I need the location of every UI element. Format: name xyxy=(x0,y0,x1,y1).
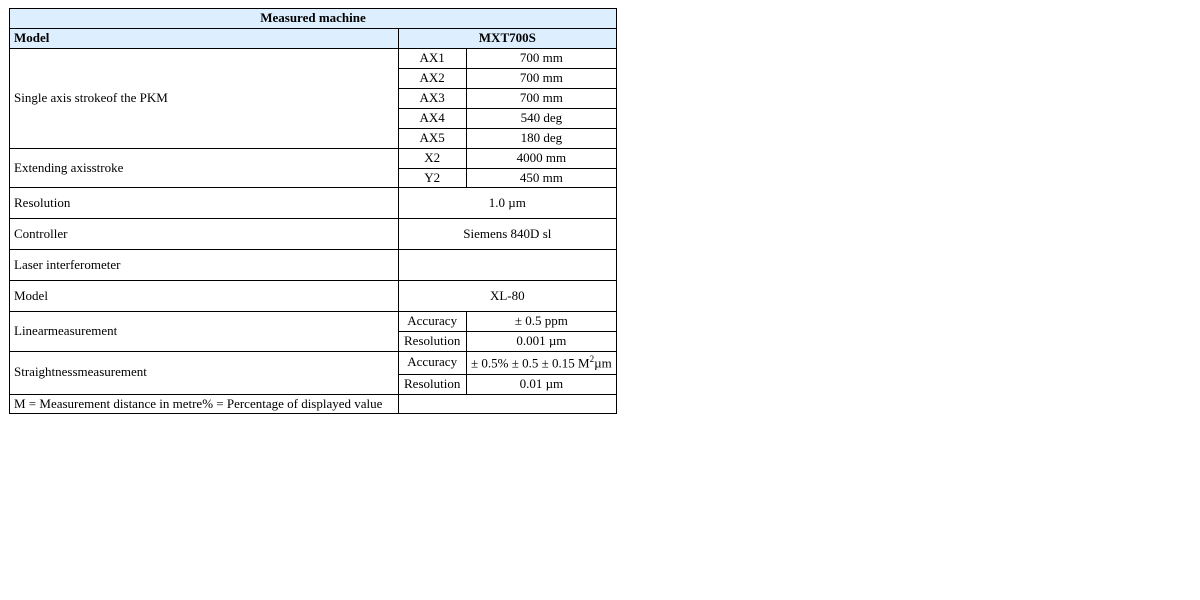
accuracy-value-exponent: 2 xyxy=(589,354,595,365)
model-label: Model xyxy=(10,28,399,48)
param-name: Accuracy xyxy=(398,312,466,332)
laser-model-value: XL-80 xyxy=(398,281,616,312)
table-row xyxy=(10,219,617,250)
axis-value: 540 deg xyxy=(466,108,616,128)
axis-value: 700 mm xyxy=(466,68,616,88)
param-value: 0.01 µm xyxy=(466,374,616,394)
model-value: MXT700S xyxy=(398,28,616,48)
resolution-value: 1.0 µm xyxy=(398,188,616,219)
axis-name: AX4 xyxy=(398,108,466,128)
param-name: Resolution xyxy=(398,374,466,394)
accuracy-value-pre: ± 0.5% ± 0.5 ± 0.15 M xyxy=(471,355,590,371)
axis-value: 700 mm xyxy=(466,88,616,108)
param-name: Accuracy xyxy=(398,352,466,374)
axis-value: 700 mm xyxy=(466,48,616,68)
table-row xyxy=(10,188,617,219)
single-axis-stroke-label: Single axis strokeof the PKM xyxy=(10,48,399,148)
param-name: Resolution xyxy=(398,332,466,352)
axis-name: AX5 xyxy=(398,128,466,148)
laser-model-label: Model xyxy=(10,281,399,312)
table-row xyxy=(10,352,617,374)
axis-name: AX3 xyxy=(398,88,466,108)
axis-name: AX2 xyxy=(398,68,466,88)
axis-name: X2 xyxy=(398,148,466,168)
laser-interferometer-value xyxy=(398,250,616,281)
laser-interferometer-label: Laser interferometer xyxy=(10,250,399,281)
axis-value: 4000 mm xyxy=(466,148,616,168)
param-value-accuracy xyxy=(466,352,616,374)
controller-value: Siemens 840D sl xyxy=(398,219,616,250)
table-footnote-value xyxy=(398,394,616,414)
controller-label: Controller xyxy=(10,219,399,250)
param-value: 0.001 µm xyxy=(466,332,616,352)
extending-axis-stroke-label: Extending axisstroke xyxy=(10,148,399,188)
axis-value: 180 deg xyxy=(466,128,616,148)
table-row xyxy=(10,9,617,29)
measured-machine-table xyxy=(9,8,617,414)
param-value: ± 0.5 ppm xyxy=(466,312,616,332)
axis-name: Y2 xyxy=(398,168,466,188)
straightness-measurement-label: Straightnessmeasurement xyxy=(10,352,399,394)
axis-name: AX1 xyxy=(398,48,466,68)
resolution-label: Resolution xyxy=(10,188,399,219)
table-footnote: M = Measurement distance in metre% = Percentage of displayed value xyxy=(10,394,399,414)
axis-value: 450 mm xyxy=(466,168,616,188)
table-row xyxy=(10,250,617,281)
table-row xyxy=(10,28,617,48)
linear-measurement-label: Linearmeasurement xyxy=(10,312,399,352)
table-title: Measured machine xyxy=(10,9,617,29)
table-row xyxy=(10,48,617,68)
accuracy-value-post: µm xyxy=(594,355,612,371)
table-row xyxy=(10,148,617,168)
table-row xyxy=(10,394,617,414)
table-row xyxy=(10,281,617,312)
table-row xyxy=(10,312,617,332)
